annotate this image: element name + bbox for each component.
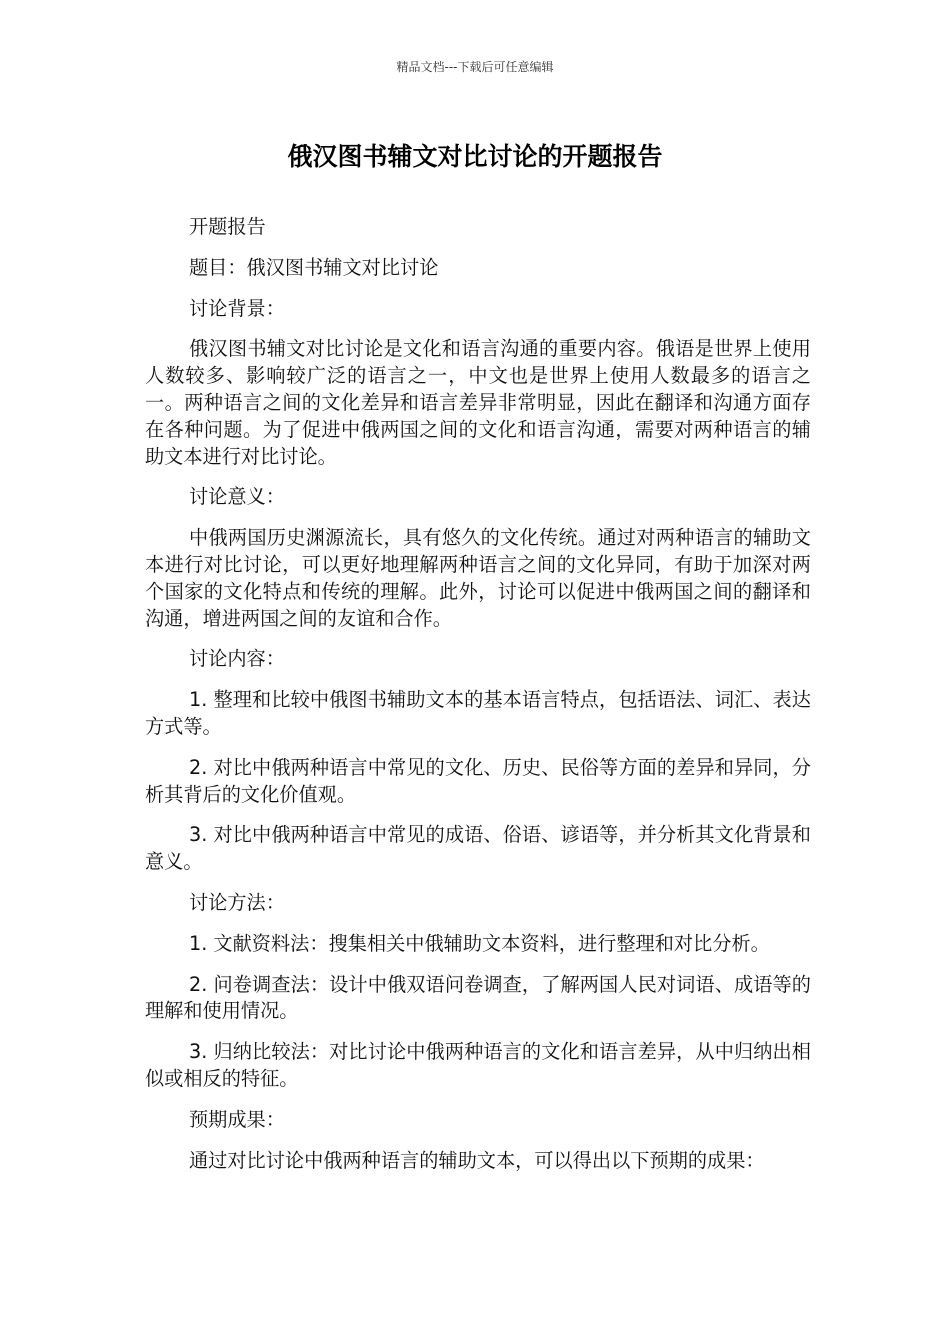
document-title: 俄汉图书辅文对比讨论的开题报告 [287, 142, 663, 171]
header-note: 精品文档---下载后可任意编辑 [396, 60, 554, 74]
content-item-3: 3. 对比中俄两种语言中常见的成语、俗语、谚语等，并分析其文化背景和意义。 [145, 823, 811, 874]
method-item-2: 2. 问卷调查法：设计中俄双语问卷调查，了解两国人民对词语、成语等的理解和使用情况。 [145, 972, 811, 1023]
content-item-1: 1. 整理和比较中俄图书辅助文本的基本语言特点，包括语法、词汇、表达方式等。 [145, 688, 811, 738]
paragraph-topic: 题目：俄汉图书辅文对比讨论 [189, 255, 439, 279]
paragraph-expected-results: 通过对比讨论中俄两种语言的辅助文本，可以得出以下预期的成果： [189, 1148, 765, 1172]
heading-methods: 讨论方法： [189, 890, 285, 914]
paragraph-significance: 中俄两国历史渊源流长，具有悠久的文化传统。通过对两种语言的辅助文本进行对比讨论，可以更好地理解两种语言之间的文化异同，有助于加深对两个国家的文化特点和传统的理解。此外，讨论可以促进中俄两国之间的翻译和沟通，增进两国之间的友谊和合作。 [145, 526, 811, 630]
document-body [145, 214, 811, 1188]
paragraph-report-label: 开题报告 [189, 215, 266, 238]
heading-expected-results: 预期成果： [189, 1107, 285, 1131]
heading-significance: 讨论意义： [189, 485, 285, 509]
method-item-3: 3. 归纳比较法：对比讨论中俄两种语言的文化和语言差异，从中归纳出相似或相反的特征。 [145, 1040, 811, 1090]
heading-background: 讨论背景： [189, 296, 285, 320]
content-item-2: 2. 对比中俄两种语言中常见的文化、历史、民俗等方面的差异和异同，分析其背后的文化价值观。 [145, 755, 811, 806]
heading-content: 讨论内容： [189, 647, 285, 671]
paragraph-background: 俄汉图书辅文对比讨论是文化和语言沟通的重要内容。俄语是世界上使用人数较多、影响较广泛的语言之一，中文也是世界上使用人数最多的语言之一。两种语言之间的文化差异和语言差异非常明显，因此在翻译和沟通方面存在各种问题。为了促进中俄两国之间的文化和语言沟通，需要对两种语言的辅助文本进行对比讨论。 [145, 337, 811, 468]
method-item-1: 1. 文献资料法：搜集相关中俄辅助文本资料，进行整理和对比分析。 [189, 931, 770, 955]
